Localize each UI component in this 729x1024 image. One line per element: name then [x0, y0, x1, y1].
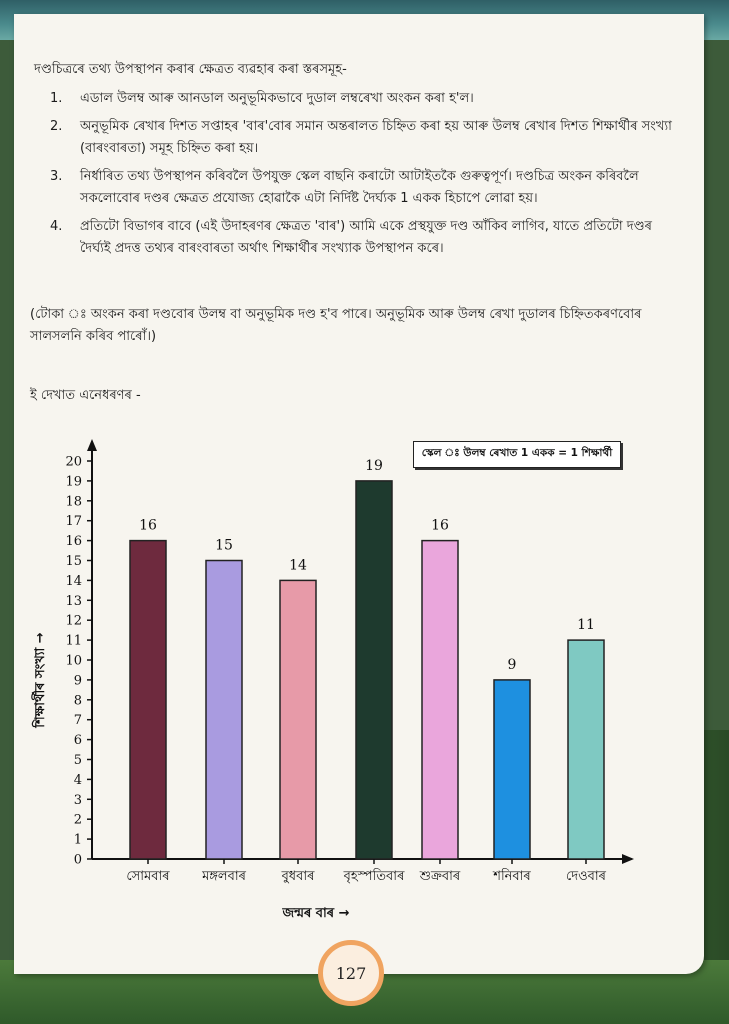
step-item	[50, 216, 680, 260]
y-axis-arrow	[87, 439, 97, 451]
note-text: (টোকা ঃ অংকন কৰা দণ্ডবোৰ উলম্ব বা অনুভূমিক দণ্ড হ'ব পাৰে। অনুভূমিক আৰু উলম্ব ৰেখা দুডালৰ চিহ্নিতকৰণবোৰ সালসলনি কৰিব পাৰোঁ।)	[30, 307, 642, 344]
step-text: নিৰ্ধাৰিত তথ্য উপস্থাপন কৰিবলৈ উপযুক্ত স্কেল বাছনি কৰাটো আটাইতকৈ গুৰুত্বপূৰ্ণ। দণ্ডচিত্ৰ অংকন কৰিবলৈ সকলোবোৰ দণ্ডৰ ক্ষেত্ৰত প্ৰযোজ্য হোৱাকৈ এটা নিৰ্দিষ্ট দৈৰ্ঘ্যক 1 একক হিচাপে লোৱা হয়।	[80, 169, 639, 206]
x-tick-label: বৃহস্পতিবাৰ	[343, 869, 405, 884]
step-number: 3.	[50, 169, 63, 184]
y-tick-label: 1	[73, 832, 82, 848]
y-tick-label: 12	[65, 613, 82, 629]
bar-value-label: 16	[139, 517, 157, 534]
y-tick-label: 0	[73, 852, 82, 868]
bar-value-label: 19	[365, 457, 383, 474]
step-text: এডাল উলম্ব আৰু আনডাল অনুভূমিকভাবে দুডাল লম্বৰেখা অংকন কৰা হ'ল।	[80, 91, 474, 106]
y-tick-label: 11	[65, 633, 82, 649]
steps-list	[50, 88, 680, 266]
y-tick-label: 2	[73, 812, 82, 828]
x-tick-label: মঙ্গলবাৰ	[202, 869, 246, 884]
bar-value-label: 14	[289, 557, 307, 574]
y-tick-label: 7	[73, 713, 82, 729]
y-axis-label: শিক্ষাৰ্থীৰ সংখ্যা →	[33, 632, 48, 728]
y-tick-label: 8	[73, 693, 82, 709]
y-tick-label: 3	[73, 792, 82, 808]
scale-note: স্কেল ঃ উলম্ব ৰেখাত 1 একক = 1 শিক্ষাৰ্থী	[413, 441, 621, 468]
bar	[130, 541, 166, 859]
example-label: ই দেখাত এনেধৰণৰ -	[30, 388, 141, 403]
x-tick-label: দেওবাৰ	[566, 869, 606, 884]
y-tick-label: 9	[73, 673, 82, 689]
bar-value-label: 16	[431, 517, 449, 534]
step-number: 4.	[50, 219, 63, 234]
y-tick-label: 14	[65, 573, 82, 589]
bar-value-label: 9	[507, 656, 517, 673]
x-axis-label: জন্মৰ বাৰ →	[282, 906, 350, 921]
y-tick-label: 20	[65, 454, 82, 470]
y-tick-label: 17	[65, 514, 82, 530]
step-item	[50, 166, 680, 210]
step-text: অনুভূমিক ৰেখাৰ দিশত সপ্তাহৰ 'বাৰ'বোৰ সমান অন্তৰালত চিহ্নিত কৰা হয় আৰু উলম্ব ৰেখাৰ দিশত শিক্ষাৰ্থীৰ সংখ্যা (বাৰংবাৰতা) সমূহ চিহ্নিত কৰা হয়।	[80, 119, 672, 156]
bar	[568, 640, 604, 859]
bar-value-label: 11	[577, 617, 595, 634]
step-text: প্ৰতিটো বিভাগৰ বাবে (এই উদাহৰণৰ ক্ষেত্ৰত 'বাৰ') আমি একে প্ৰস্থযুক্ত দণ্ড আঁকিব লাগিব, যাতে প্ৰতিটো দণ্ডৰ দৈৰ্ঘ্যই প্ৰদত্ত তথ্যৰ বাৰংবাৰতা অৰ্থাৎ শিক্ষাৰ্থীৰ সংখ্যাক উপস্থাপন কৰে।	[80, 219, 652, 256]
x-tick-label: বুধবাৰ	[281, 869, 315, 884]
x-axis-arrow	[622, 854, 634, 864]
bar-chart	[0, 430, 729, 930]
x-tick-label: সোমবাৰ	[126, 869, 170, 884]
step-item	[50, 116, 680, 160]
bar	[494, 680, 530, 859]
y-tick-label: 4	[73, 772, 82, 788]
y-tick-label: 5	[73, 753, 82, 768]
y-tick-label: 10	[65, 653, 82, 669]
bar	[280, 580, 316, 859]
bar	[356, 481, 392, 859]
step-number: 1.	[50, 91, 63, 106]
step-item	[50, 88, 680, 110]
step-number: 2.	[50, 119, 63, 134]
y-tick-label: 15	[65, 554, 82, 569]
y-tick-label: 16	[65, 534, 82, 550]
x-tick-label: শুক্ৰবাৰ	[419, 869, 461, 884]
page-number: 127	[318, 940, 384, 1006]
y-tick-label: 13	[65, 593, 82, 609]
y-tick-label: 18	[65, 494, 82, 510]
bar-value-label: 15	[215, 537, 233, 554]
y-tick-label: 19	[65, 474, 82, 490]
y-tick-label: 6	[73, 733, 82, 749]
x-tick-label: শনিবাৰ	[493, 869, 531, 884]
bar	[422, 541, 458, 859]
bar	[206, 561, 242, 860]
intro-text: দণ্ডচিত্ৰৰে তথ্য উপস্থাপন কৰাৰ ক্ষেত্ৰত ব্যৱহাৰ কৰা স্তৰসমূহ-	[34, 62, 347, 77]
